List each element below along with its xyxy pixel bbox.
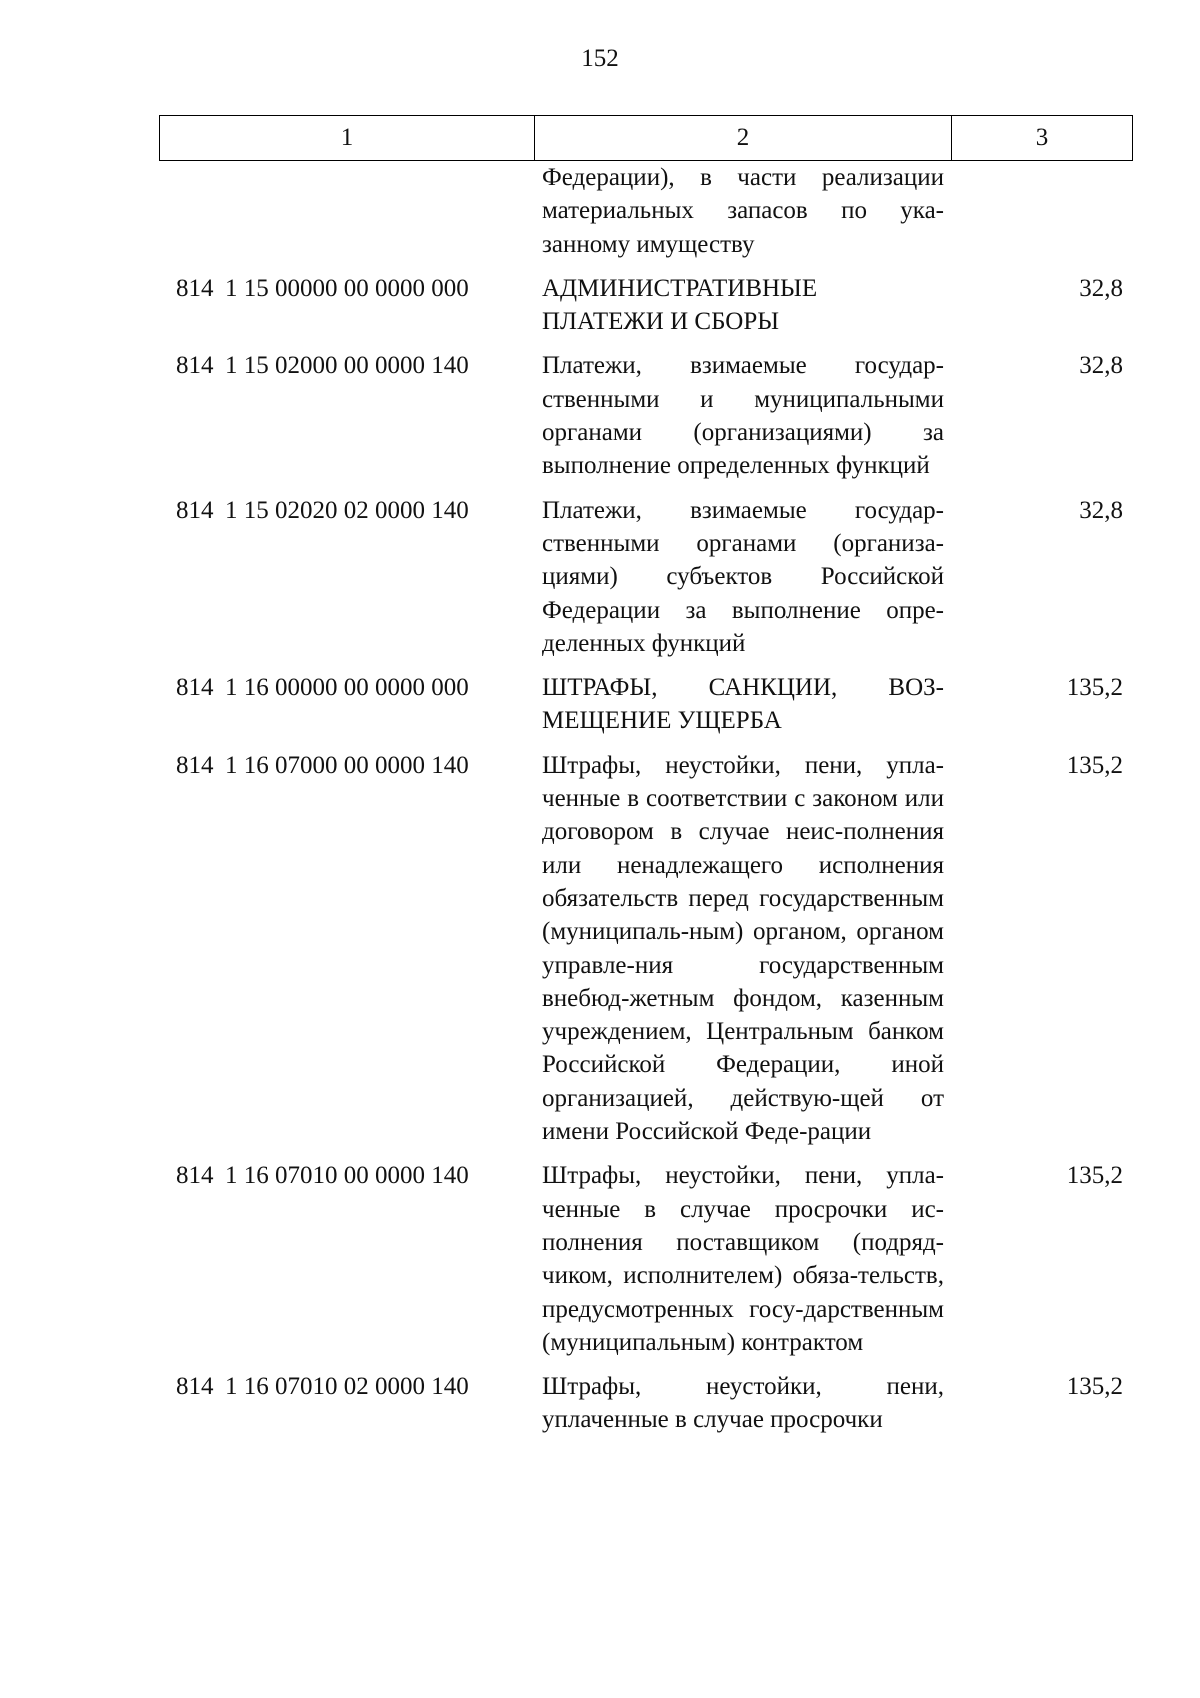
amount-value: 135,2	[1066, 674, 1123, 702]
budget-code: 1 15 02020 02 0000 140	[225, 496, 469, 524]
header-col-2: 2	[535, 116, 952, 160]
page-number: 152	[581, 45, 619, 72]
income-name: Штрафы, неустойки, пени, уплаченные в случае просрочки	[542, 1373, 944, 1434]
table-header	[159, 115, 1133, 161]
header-col-3: 3	[1035, 124, 1049, 151]
table-body	[159, 161, 1133, 1437]
amount-value: 32,8	[1079, 496, 1123, 524]
amount-value: 32,8	[1079, 274, 1123, 302]
table-row	[159, 494, 1133, 660]
admin-code: 814	[176, 751, 214, 779]
admin-code: 814	[176, 496, 214, 524]
admin-code: 814	[176, 1373, 214, 1401]
budget-code: 1 16 07010 00 0000 140	[225, 1162, 469, 1190]
income-name: Штрафы, неустойки, пени, упла-ченные в соответствии с законом или договором в случае неис-полнения или ненадлежащего исполнения обязательств перед государственным (муниципаль-ным) органом, органом управле-ния государственным внебюд-жетным фондом, казенным учреждением, Центральным банком Российской Федерации, иной организацией, действую-щей от имени Российской Феде-рации	[542, 751, 944, 1146]
income-name: ШТРАФЫ, САНКЦИИ, ВОЗ-МЕЩЕНИЕ УЩЕРБА	[542, 674, 944, 735]
table-row	[159, 1159, 1133, 1359]
admin-code: 814	[176, 274, 214, 302]
table-row	[159, 749, 1133, 1149]
header-col-1: 1	[160, 116, 535, 160]
amount-value: 135,2	[1066, 1373, 1123, 1401]
table-row	[159, 349, 1133, 482]
amount-value: 135,2	[1066, 1162, 1123, 1190]
budget-code: 1 16 07010 02 0000 140	[225, 1373, 469, 1401]
admin-code: 814	[176, 352, 214, 380]
amount-value: 135,2	[1066, 751, 1123, 779]
table-row	[159, 671, 1133, 738]
table-row	[159, 1370, 1133, 1437]
admin-code: 814	[176, 1162, 214, 1190]
table-row-continuation	[159, 161, 1133, 261]
budget-code: 1 16 07000 00 0000 140	[225, 751, 469, 779]
continuation-text: Федерации), в части реализации материальных запасов по ука-занному имуществу	[542, 164, 944, 258]
income-name: Штрафы, неустойки, пени, упла-ченные в случае просрочки ис-полнения поставщиком (подряд-чиком, исполнителем) обяза-тельств, предусмотренных госу-дарственным (муниципальным) контрактом	[542, 1162, 944, 1356]
budget-code: 1 15 00000 00 0000 000	[225, 274, 469, 302]
table-row	[159, 272, 1133, 339]
amount-value: 32,8	[1079, 352, 1123, 380]
income-name: Платежи, взимаемые государ-ственными органами (организа-циями) субъектов Российской Федерации за выполнение опре-деленных функций	[542, 496, 944, 657]
income-name: АДМИНИСТРАТИВНЫЕ ПЛАТЕЖИ И СБОРЫ	[542, 274, 818, 336]
budget-code: 1 15 02000 00 0000 140	[225, 352, 469, 380]
budget-code: 1 16 00000 00 0000 000	[225, 674, 469, 702]
admin-code: 814	[176, 674, 214, 702]
income-name: Платежи, взимаемые государ-ственными и муниципальными органами (организациями) за выполнение определенных функций	[542, 352, 944, 480]
